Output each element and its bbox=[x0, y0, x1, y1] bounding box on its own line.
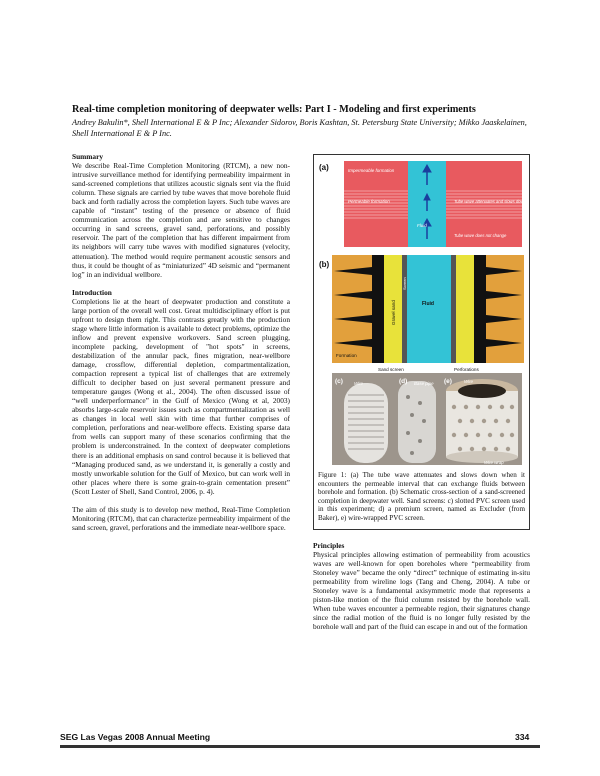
screen-left bbox=[402, 255, 407, 363]
introduction-heading: Introduction bbox=[72, 287, 112, 297]
figure-1 bbox=[313, 154, 530, 530]
footer-rule bbox=[60, 745, 540, 748]
gravel-sand-label: Gravel sand bbox=[391, 300, 396, 325]
page-number: 334 bbox=[515, 732, 530, 742]
summary-heading: Summary bbox=[72, 152, 104, 161]
fluid-column-b bbox=[407, 255, 451, 363]
fluid-label-a: Fluid bbox=[417, 223, 427, 228]
impermeable-formation-label: Impermeable formation bbox=[348, 168, 395, 173]
screen-right bbox=[451, 255, 456, 363]
summary-text: We describe Real-Time Completion Monitoring (RTCM), a new non-intrusive surveillance method for identifying permeability impairment in sand-screened completions that utilizes acoustic signals sent via the fluid column. These signals are carried by tube waves that move borehole fluid back and forth radially across the completion layers. Such tube waves are capable of “instant” testing of the presence or absence of fluid communication across the completion and are sensitive to changes occurring in sand screens, gravel sand, perforations, and possibly reservoir. The part of the completion that has different impairment from its neighbors will carry tube waves with modified signatures (velocity, attenuation). The method would require permanent acoustic sensors and thus, it could be thought of as “miniaturized” 4D seismic and “permanent log” in an individual wellbore. bbox=[72, 161, 290, 279]
base-pipe-label: Base pipe bbox=[414, 381, 434, 386]
footer-meeting: SEG Las Vegas 2008 Annual Meeting bbox=[60, 732, 211, 742]
panel-b-label: (b) bbox=[319, 260, 330, 269]
principles-heading: Principles bbox=[313, 541, 345, 550]
wire-wrap-label: Wire wrap bbox=[484, 460, 504, 465]
premium-screen bbox=[398, 381, 436, 463]
sand-screen-label: Sand screen bbox=[378, 367, 404, 372]
formation-label: Formation bbox=[336, 353, 357, 358]
gravel-sand-right bbox=[456, 255, 474, 363]
fluid-label-b: Fluid bbox=[422, 301, 434, 307]
panel-e-label: (e) bbox=[444, 378, 452, 385]
right-column bbox=[313, 541, 530, 631]
wire-wrapped-opening bbox=[458, 384, 506, 398]
left-casing bbox=[372, 255, 384, 363]
figure-1-diagram bbox=[314, 155, 529, 467]
perforations-label: Perforations bbox=[454, 367, 479, 372]
introduction-p1: Completions lie at the heart of deepwater production and constitute a large portion of the overall well cost. Great multidisciplinary effort is put upfront to design them right. This contrasts greatly with the production stage where little information is available to detect problems, optimize the inflow and prevent expensive workovers. Sand screen plugging, incomplete packing, development of "hot spots" in screens, destabilization of the annular pack, fines migration, near-wellbore damage, crossflow, differential depletion, compartmentalization, compaction represent a typical list of challenges that are extremely difficult to decipher based on just several permanent pressure and temperature gauges (Wong et al., 2004). The often discussed issue of “well underperformance” in the Gulf of Mexico (Wong et al, 2003) absorbs large-scale reservoir issues such as compartmentalization as well as changes in local well skin with time that further comprises of completion, perforations and near-wellbore effects. Existing sparse data from wells can support many of these scenarios confirming that the problem is underconstrained. In the context of deepwater completions there is an additional emphasis on sand control because it is believed that “Managing produced sand, as we understand it, is generally a costly and mostly unworkable solution for the Gulf of Mexico, but can work well in other places where there is some grain-to-grain cementation present” (Scott Lester of Shell, Sand Control, 2006, p. 4). bbox=[72, 296, 290, 496]
figure-caption: Figure 1: (a) The tube wave attenuates and slows down when it encounters the permeable interval that can exchange fluids between borehole and formation. (b) Schematic cross-section of a sand-screened completion in deepwater well. Sand screens: c) slotted PVC screen used in this experiment; d) a premium screen, named as Excluder (from Baker), e) wire-wrapped PVC screen. bbox=[318, 471, 525, 522]
principles-text: Physical principles allowing estimation of permeability from acoustics waves are well-known for open boreholes where “permeability from Stoneley wave” became the only “direct” technique of estimating in-situ permeability from wireline logs (Tang and Cheng, 2004). A tube or Stoneley wave is a fundamental axisymmetric mode that represents a piston-like motion of the fluid column resisted by the borehole wall. When tube waves encounter a permeable region, their signatures change since the radial motion of the fluid is no longer fully resisted by the borehole wall and part of the fluid can escape in and out of the formation bbox=[313, 550, 530, 632]
right-casing bbox=[474, 255, 486, 363]
wire-label-c: Wire bbox=[354, 381, 363, 386]
panel-a-label: (a) bbox=[319, 163, 329, 172]
left-column bbox=[72, 152, 290, 532]
wire-wrapped-bottom bbox=[446, 451, 518, 463]
tube-wave-no-change-label: Tube wave does not change bbox=[454, 233, 507, 238]
introduction-p2: The aim of this study is to develop new method, Real-Time Completion Monitoring (RTCM), that can characterize permeability impairment of the sand screen, gravel, perforations and the immediate near-wellbore space. bbox=[72, 504, 290, 532]
panel-c-label: (c) bbox=[335, 378, 343, 385]
permeable-formation-label: Permeable formation bbox=[348, 199, 390, 204]
panel-d-label: (d) bbox=[399, 378, 408, 385]
paper-title: Real-time completion monitoring of deepwater wells: Part I - Modeling and first experiments bbox=[72, 104, 476, 115]
paper-authors: Andrey Bakulin*, Shell International E & P Inc; Alexander Sidorov, Boris Kashtan, St. Petersburg State University; Mikko Jaaskelainen, Shell International E & P Inc. bbox=[72, 118, 527, 138]
wire-label-e: Wire bbox=[464, 379, 473, 384]
screen-label: Screen bbox=[402, 277, 407, 290]
tube-wave-attenuates-label: Tube wave attenuates and slows down bbox=[454, 199, 526, 204]
